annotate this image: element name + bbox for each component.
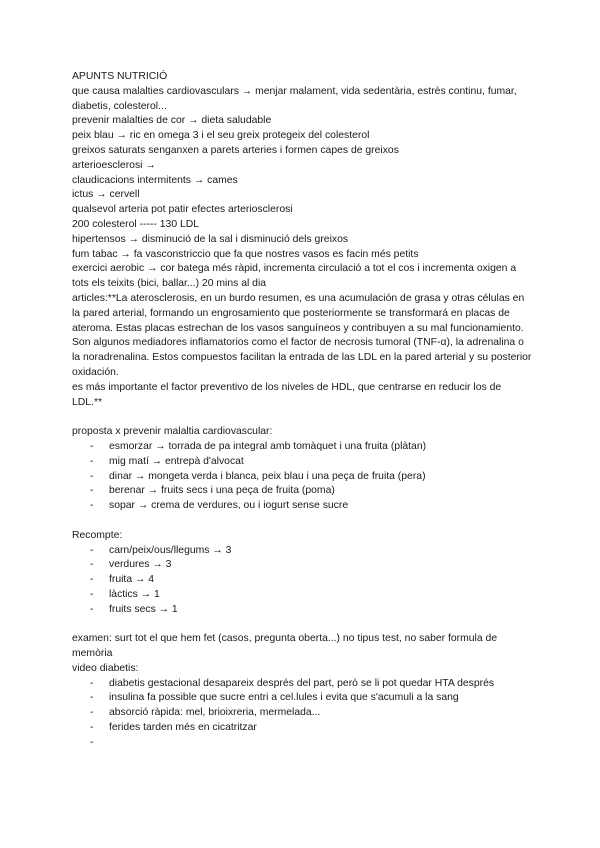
- list-item: [72, 573, 532, 588]
- dash-bullet-icon: -: [90, 455, 94, 467]
- article-paragraph: es más importante el factor preventivo de los niveles de HDL, que centrarse en reducir los de LDL.**: [72, 381, 502, 408]
- list-item: [72, 677, 532, 692]
- list-item-text: fruita → 4: [109, 574, 155, 586]
- recompte-heading: Recompte:: [72, 529, 123, 541]
- list-item: [72, 499, 532, 514]
- dash-bullet-icon: -: [90, 707, 94, 719]
- note-line: arterioesclerosi →: [72, 159, 156, 171]
- list-item-text: mig matí → entrepà d'alvocat: [109, 455, 244, 467]
- exam-note: examen: surt tot el que hem fet (casos, pregunta oberta...) no tipus test, no saber formula de memòria: [72, 633, 498, 660]
- list-item: [72, 455, 532, 470]
- list-item: [72, 706, 532, 721]
- document-title: APUNTS NUTRICIÓ: [72, 71, 168, 82]
- list-item-text: carn/peix/ous/llegums → 3: [109, 544, 232, 556]
- list-item-text: esmorzar → torrada de pa integral amb tomàquet i una fruita (plàtan): [109, 440, 427, 452]
- note-line: 200 colesterol ----- 130 LDL: [72, 218, 200, 230]
- list-item: [72, 484, 532, 499]
- note-line: greixos saturats senganxen a parets arteries i formen capes de greixos: [72, 144, 399, 156]
- note-line: que causa malalties cardiovasculars → menjar malament, vida sedentària, estrès continu, fumar, diabetis, colesterol...: [72, 85, 517, 112]
- video-list: [72, 677, 532, 751]
- note-line: fum tabac → fa vasconstriccio que fa que nostres vasos es facin més petits: [72, 248, 419, 260]
- list-item-text: berenar → fruits secs i una peça de fruita (poma): [109, 485, 335, 497]
- spacer: [72, 514, 532, 529]
- list-item-text: verdures → 3: [109, 559, 172, 571]
- list-item: [72, 721, 532, 736]
- dash-bullet-icon: -: [90, 470, 94, 482]
- dash-bullet-icon: -: [90, 544, 94, 556]
- article-paragraph: Son algunos mediadores inflamatorios como el factor de necrosis tumoral (TNF-α), la adrenalina o la noradrenalina. Estos compuestos facilitan la entrada de las LDL en la pared arterial y su posterior oxidación.: [72, 337, 532, 378]
- list-item-text: sopar → crema de verdures, ou i iogurt sense sucre: [109, 500, 349, 512]
- list-item: [72, 544, 532, 559]
- note-line: qualsevol arteria pot patir efectes arteriosclerosi: [72, 204, 293, 216]
- list-item: [72, 558, 532, 573]
- note-line: claudicacions intermitents → cames: [72, 174, 238, 186]
- list-item-text: dinar → mongeta verda i blanca, peix blau i una peça de fruita (pera): [109, 470, 426, 482]
- note-line: prevenir malalties de cor → dieta saludable: [72, 115, 272, 127]
- dash-bullet-icon: -: [90, 603, 94, 615]
- list-item-text: [109, 737, 112, 748]
- document-page: [72, 70, 532, 751]
- list-item-text: làctics → 1: [109, 588, 160, 600]
- note-line: peix blau → ric en omega 3 i el seu greix protegeix del colesterol: [72, 130, 370, 142]
- list-item: [72, 588, 532, 603]
- dash-bullet-icon: -: [90, 500, 94, 512]
- spacer: [72, 410, 532, 425]
- dash-bullet-icon: -: [90, 559, 94, 571]
- article-paragraph: articles:**La aterosclerosis, en un burdo resumen, es una acumulación de grasa y otras células en la pared arterial, formando un engrosamiento que posteriormente se transformará en placas de ateroma. Estas placas estrechan de los vasos sanguíneos y contribuyen a su mal funcionamiento.: [72, 292, 525, 334]
- dash-bullet-icon: -: [90, 485, 94, 497]
- list-item-text: insulina fa possible que sucre entri a cel.lules i evita que s'acumuli a la sang: [109, 692, 459, 704]
- list-item-text: fruits secs → 1: [109, 603, 178, 615]
- list-item-text: absorció ràpida: mel, brioixreria, mermelada...: [109, 707, 321, 719]
- note-line: hipertensos → disminució de la sal i disminució dels greixos: [72, 233, 349, 245]
- list-item-text: ferides tarden més en cicatritzar: [109, 722, 257, 734]
- dash-bullet-icon: -: [90, 736, 94, 748]
- dash-bullet-icon: -: [90, 692, 94, 704]
- list-item: [72, 736, 532, 751]
- recompte-list: [72, 544, 532, 618]
- list-item: [72, 691, 532, 706]
- dash-bullet-icon: -: [90, 588, 94, 600]
- proposal-list: [72, 440, 532, 514]
- spacer: [72, 617, 532, 632]
- list-item: [72, 440, 532, 455]
- dash-bullet-icon: -: [90, 574, 94, 586]
- dash-bullet-icon: -: [90, 677, 94, 689]
- note-line: exercici aerobic → cor batega més ràpid, incrementa circulació a tot el cos i incrementa oxigen a tots els teixits (bici, ballar...) 20 mins al dia: [72, 263, 517, 290]
- video-heading: video diabetis:: [72, 662, 139, 674]
- proposal-heading: proposta x prevenir malaltia cardiovascular:: [72, 426, 273, 438]
- list-item-text: diabetis gestacional desapareix després del part, però se li pot quedar HTA després: [109, 677, 495, 689]
- list-item: [72, 603, 532, 618]
- dash-bullet-icon: -: [90, 722, 94, 734]
- note-line: ictus → cervell: [72, 189, 140, 201]
- list-item: [72, 470, 532, 485]
- dash-bullet-icon: -: [90, 440, 94, 452]
